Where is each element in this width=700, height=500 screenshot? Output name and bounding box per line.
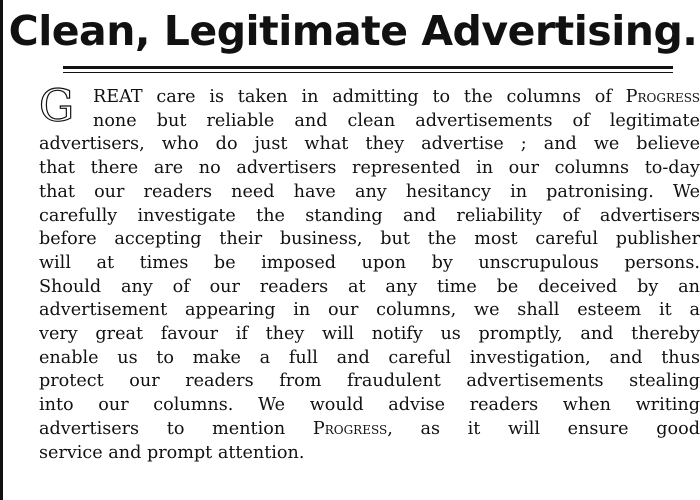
body-line <box>39 347 700 371</box>
body-text-run: protect our readers from fraudulent advertisements stealing <box>39 371 700 392</box>
body-line <box>39 133 700 157</box>
body-line <box>39 276 700 300</box>
body-text-run: that there are no advertisers represented in our columns to-day <box>39 158 700 179</box>
drop-cap-letter: G <box>39 81 75 132</box>
body-line <box>39 323 700 347</box>
body-line <box>39 86 700 110</box>
body-line <box>39 252 700 276</box>
body-line <box>39 205 700 229</box>
body-text-run: service and prompt attention. <box>39 442 305 463</box>
body-text-run: very great favour if they will notify us promptly, and thereby <box>39 324 700 345</box>
body-line <box>39 228 700 252</box>
body-text-run: advertisers, who do just what they advertise ; and we believe <box>39 134 700 155</box>
body-text-run: advertisers to mention <box>39 418 313 439</box>
body-text-run: advertisement appearing in our columns, we shall esteem it a <box>39 300 700 321</box>
body-text-run: that our readers need have any hesitancy in patronising. We <box>39 181 700 202</box>
article-lines <box>39 81 700 465</box>
article-heading: Clean, Legitimate Advertising. <box>8 7 698 55</box>
article-body <box>39 81 700 465</box>
body-text-run: before accepting their business, but the most careful publisher <box>39 229 700 250</box>
body-line <box>39 157 700 181</box>
heading-rule-thin <box>63 72 673 73</box>
body-line <box>39 442 700 466</box>
body-line <box>39 110 700 134</box>
small-caps-text: Progress <box>312 418 388 439</box>
heading-rule-thick <box>63 66 673 69</box>
body-line <box>39 181 700 205</box>
body-line <box>39 418 700 442</box>
body-text-run: carefully investigate the standing and reliability of advertisers <box>39 205 700 226</box>
body-line <box>39 299 700 323</box>
body-text-run: Should any of our readers at any time be deceived by an <box>39 276 700 297</box>
body-text-run: into our columns. We would advise readers when writing <box>39 395 700 416</box>
body-text-run: enable us to make a full and careful investigation, and thus <box>39 347 700 368</box>
body-text-run: will at times be imposed upon by unscrupulous persons. <box>39 252 700 273</box>
body-line <box>39 394 700 418</box>
body-text-run: , as it will ensure good <box>387 418 700 439</box>
body-line <box>39 370 700 394</box>
small-caps-text: Progress <box>625 87 700 107</box>
body-text-run: care is taken in admitting to the columns of <box>142 87 626 107</box>
small-caps-text: REAT <box>93 87 143 107</box>
body-text-run: none but reliable and clean advertisements of legitimate <box>93 110 700 131</box>
